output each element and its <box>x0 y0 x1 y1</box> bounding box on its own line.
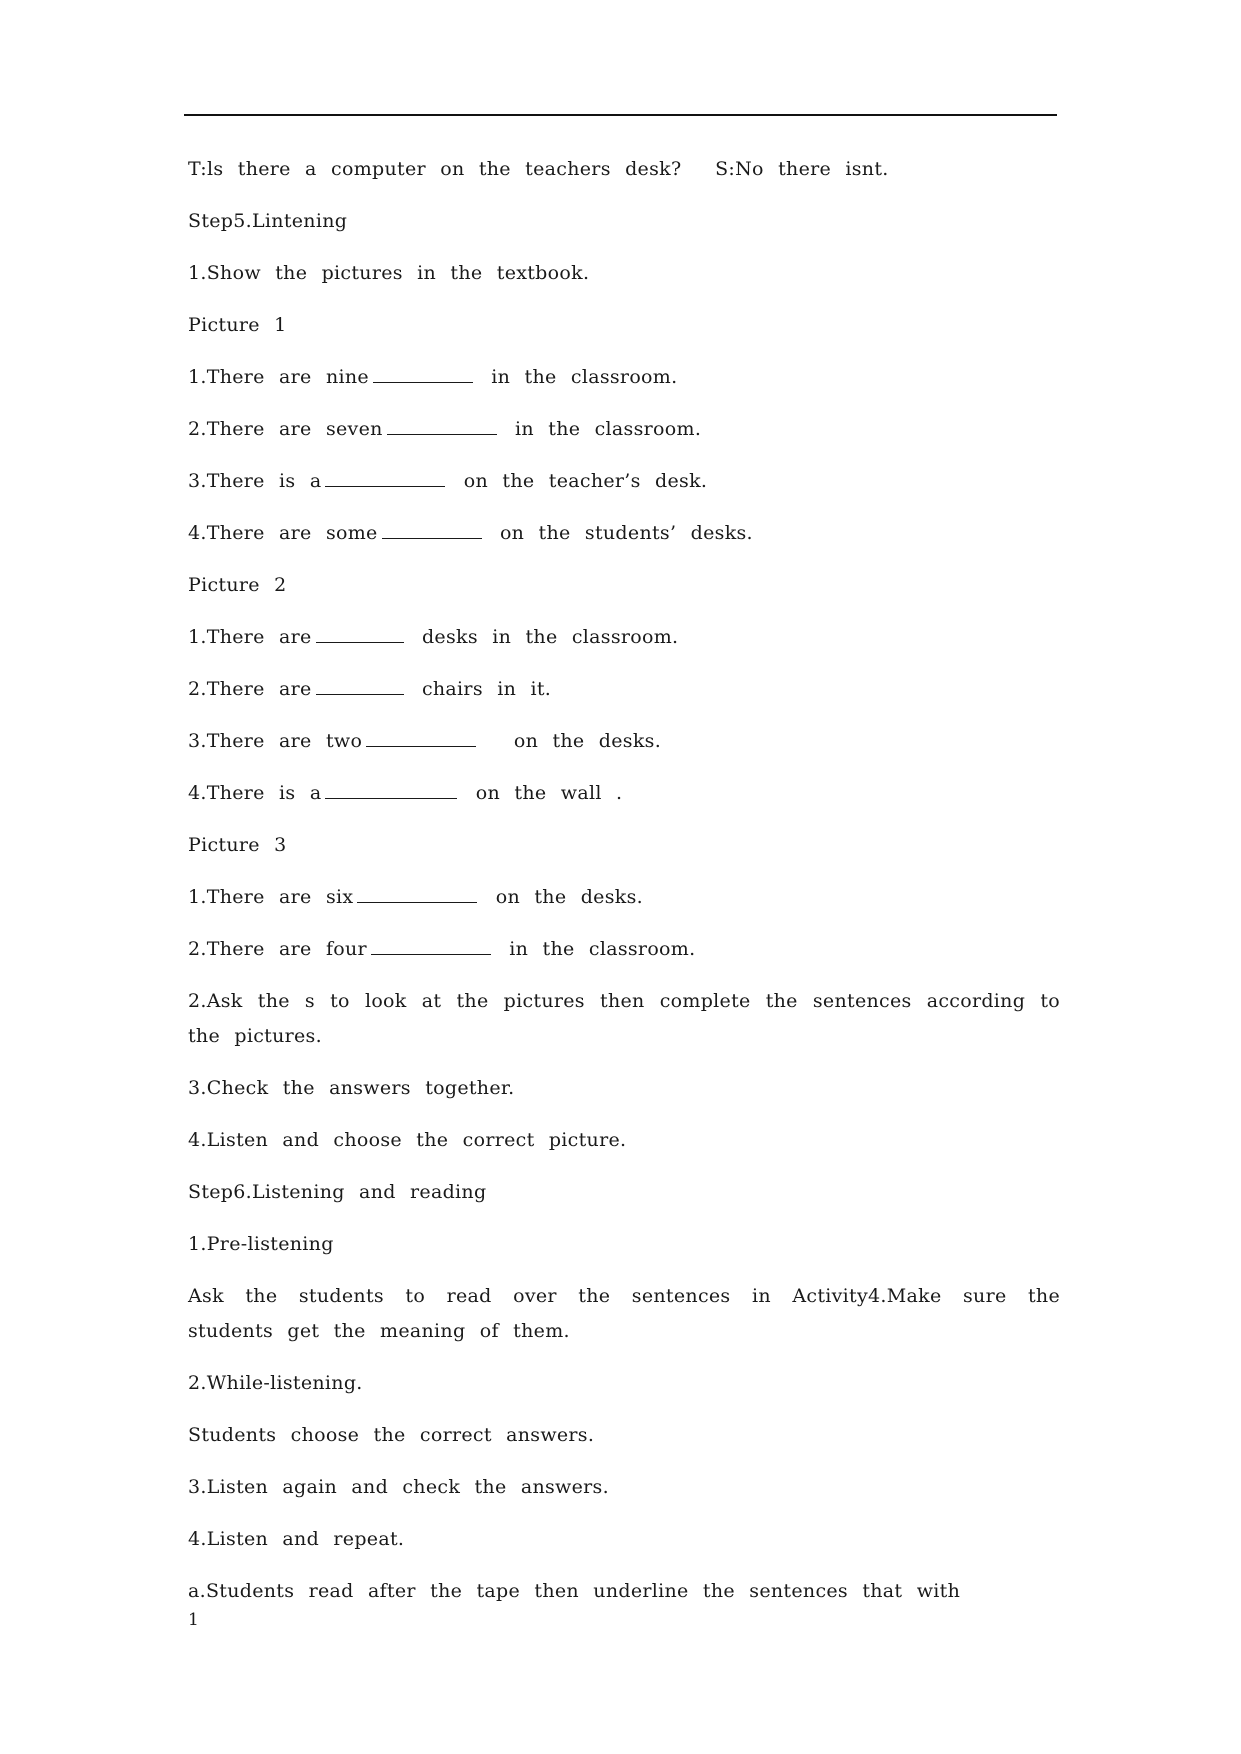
picture-2-item-2: 2.There are chairs in it. <box>188 672 1060 706</box>
answer-blank[interactable] <box>325 778 457 799</box>
listen-again-heading: 3.Listen again and check the answers. <box>188 1476 609 1498</box>
answer-blank[interactable] <box>316 674 404 695</box>
header-rule <box>184 114 1057 116</box>
picture-2-item-3: 3.There are two on the desks. <box>188 724 1060 758</box>
picture-3-item-2: 2.There are four in the classroom. <box>188 932 1060 966</box>
answer-blank[interactable] <box>387 414 497 435</box>
page-number: 1 <box>188 1610 199 1630</box>
picture-1-item-1: 1.There are nine in the classroom. <box>188 360 1060 394</box>
picture-1-item-3: 3.There is a on the teacher’s desk. <box>188 464 1060 498</box>
answer-blank[interactable] <box>325 466 445 487</box>
picture-3-title: Picture 3 <box>188 834 287 856</box>
while-listening-text: Students choose the correct answers. <box>188 1424 595 1446</box>
picture-3-item-1: 1.There are six on the desks. <box>188 880 1060 914</box>
document-body <box>188 152 1060 1626</box>
answer-blank[interactable] <box>366 726 476 747</box>
answer-blank[interactable] <box>316 622 404 643</box>
answer-blank[interactable] <box>357 882 477 903</box>
picture-2-item-4: 4.There is a on the wall . <box>188 776 1060 810</box>
instruction-check-answers: 3.Check the answers together. <box>188 1077 515 1099</box>
picture-1-item-4: 4.There are some on the students’ desks. <box>188 516 1060 550</box>
listen-repeat-a: a.Students read after the tape then underline the sentences that with <box>188 1580 961 1602</box>
answer-blank[interactable] <box>373 362 473 383</box>
answer-blank[interactable] <box>382 518 482 539</box>
picture-1-title: Picture 1 <box>188 314 287 336</box>
step6-heading: Step6.Listening and reading <box>188 1181 487 1203</box>
instruction-show-pictures: 1.Show the pictures in the textbook. <box>188 262 590 284</box>
answer-blank[interactable] <box>371 934 491 955</box>
picture-2-item-1: 1.There are desks in the classroom. <box>188 620 1060 654</box>
instruction-choose-picture: 4.Listen and choose the correct picture. <box>188 1129 627 1151</box>
dialogue-line: T:ls there a computer on the teachers desk? S:No there isnt. <box>188 158 889 180</box>
listen-repeat-heading: 4.Listen and repeat. <box>188 1528 405 1550</box>
step5-heading: Step5.Lintening <box>188 210 348 232</box>
picture-2-title: Picture 2 <box>188 574 287 596</box>
instruction-complete-sentences: 2.Ask the s to look at the pictures then complete the sentences according to the pictures. <box>188 990 1060 1047</box>
picture-1-item-2: 2.There are seven in the classroom. <box>188 412 1060 446</box>
pre-listening-heading: 1.Pre-listening <box>188 1233 334 1255</box>
pre-listening-text: Ask the students to read over the sentences in Activity4.Make sure the students get the meaning of them. <box>188 1285 1060 1342</box>
while-listening-heading: 2.While-listening. <box>188 1372 363 1394</box>
